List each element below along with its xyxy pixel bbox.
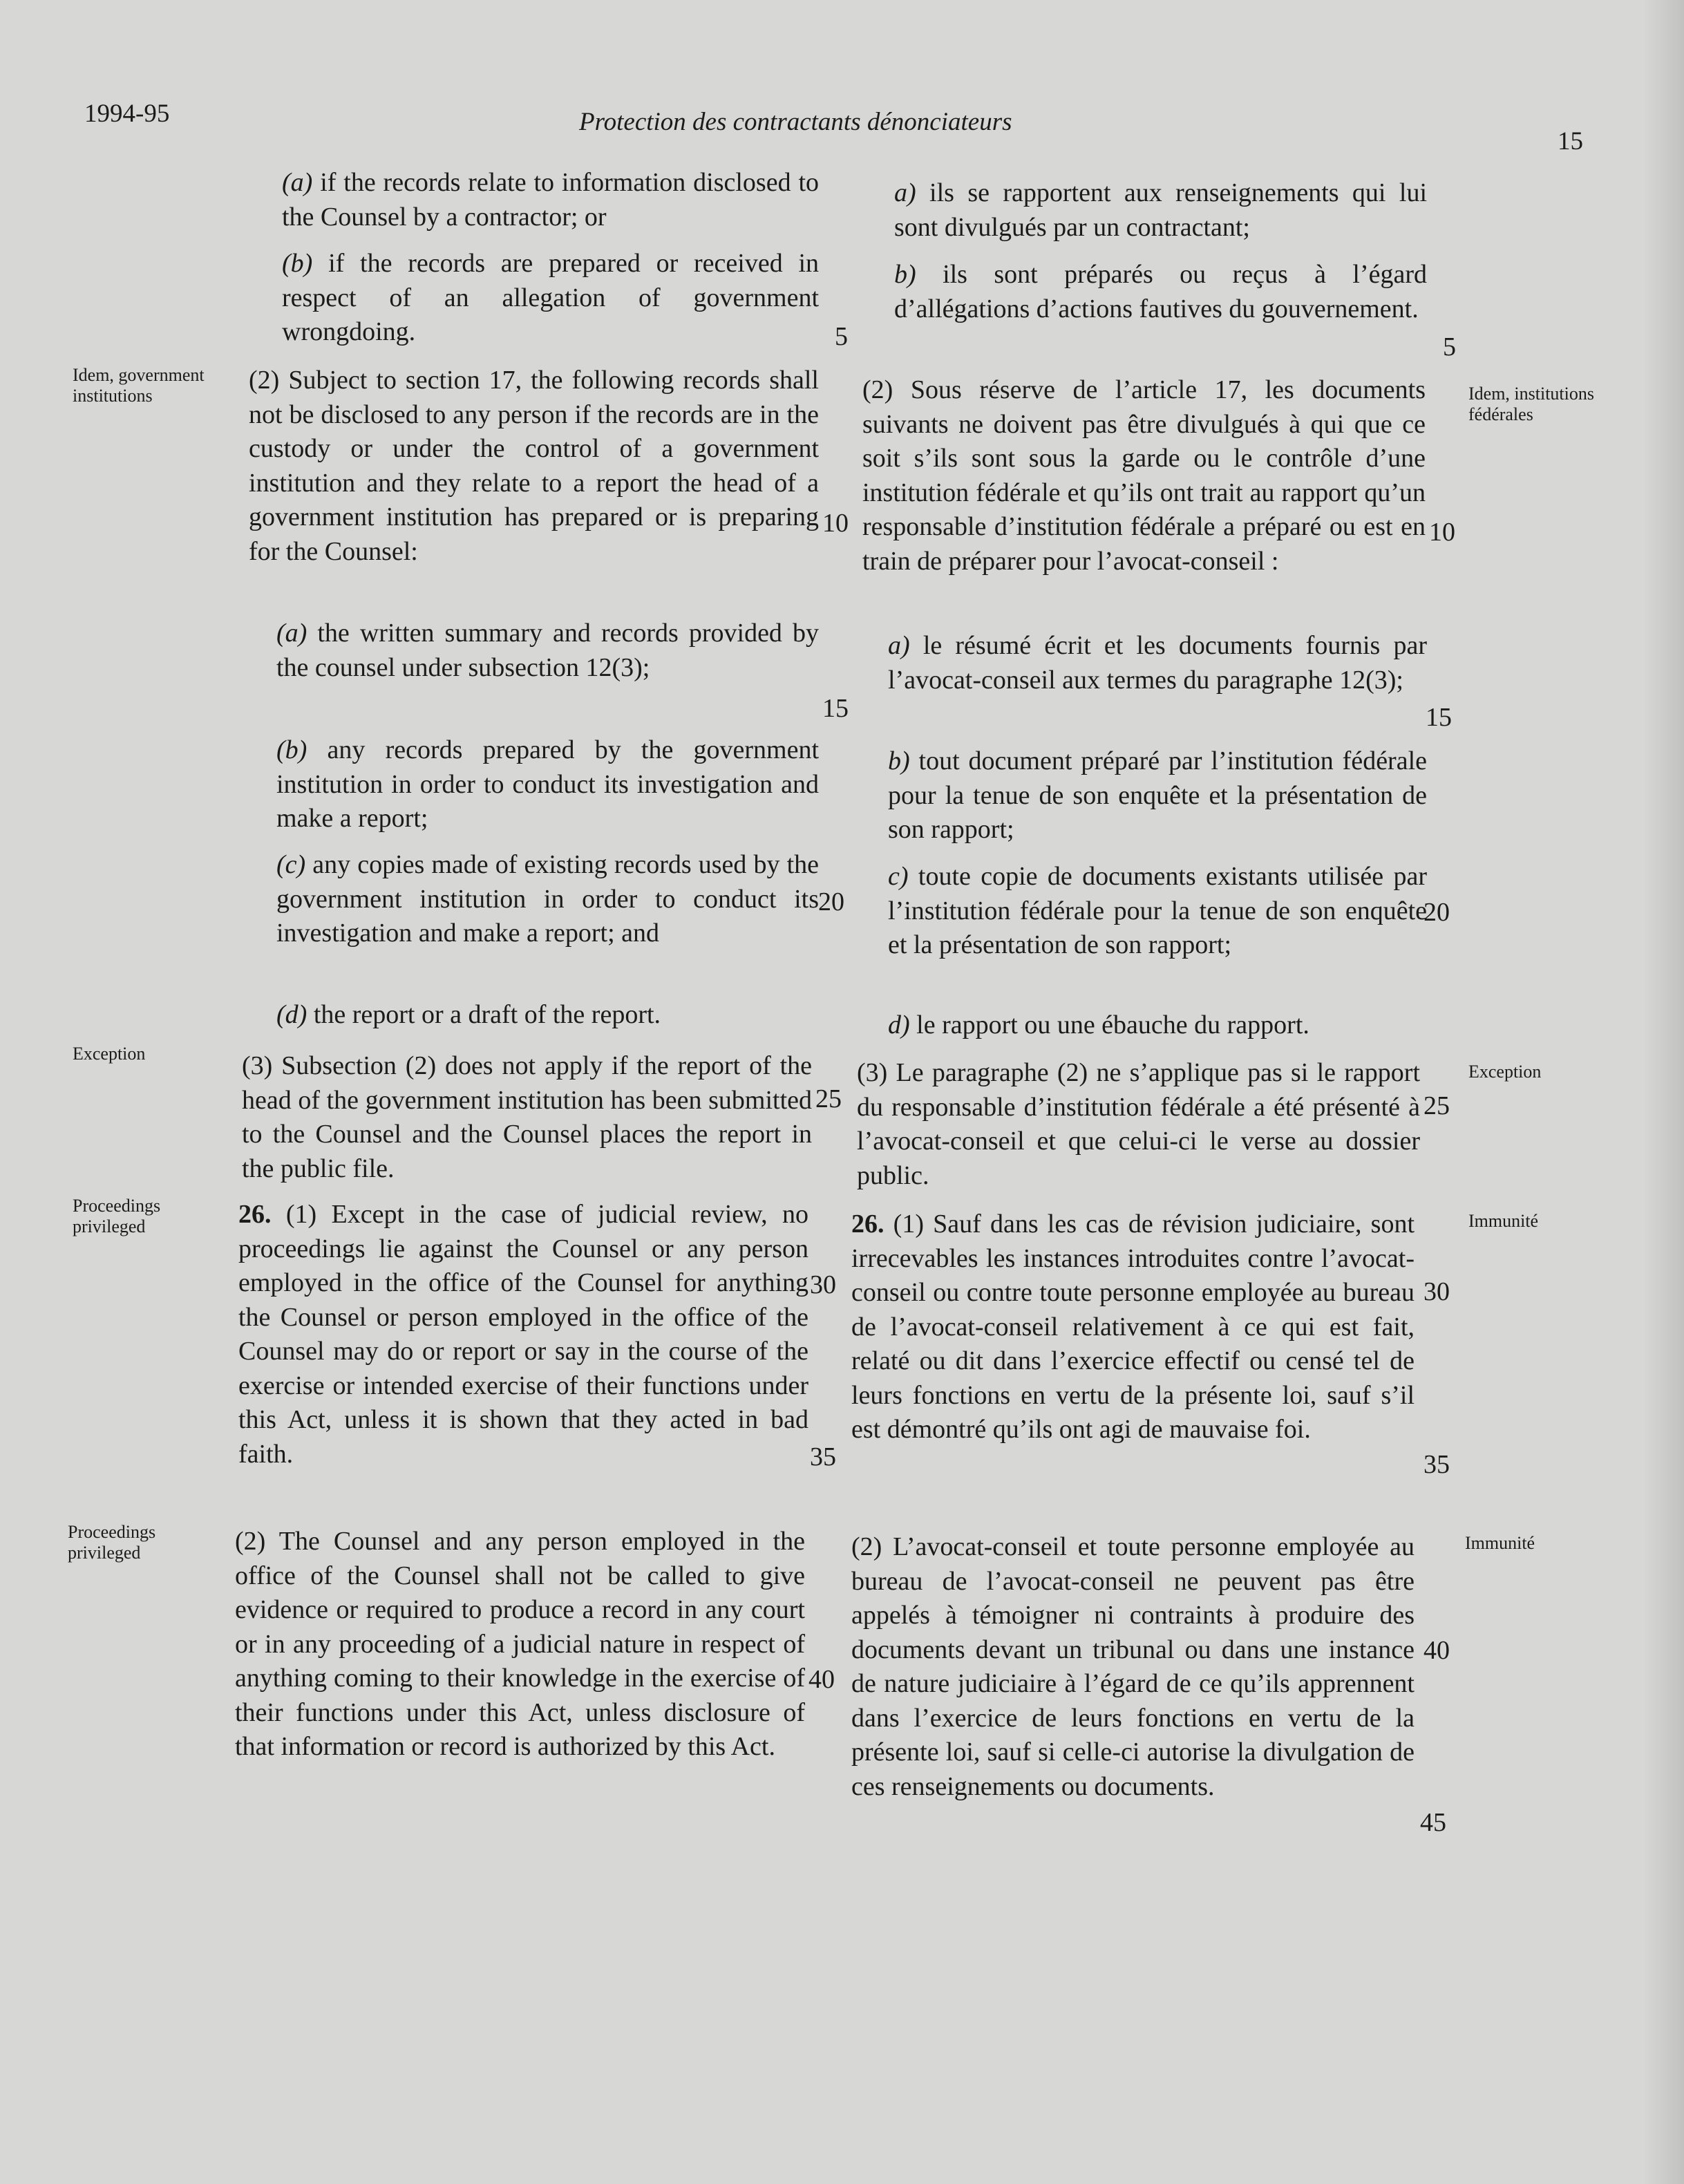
fr-line-number: 35 xyxy=(1423,1450,1450,1479)
french-sub2-b xyxy=(850,744,1427,847)
en-2b-text: any records prepared by the government institution in order to conduct its investigation and make a report; xyxy=(276,735,820,833)
en-2b-label: (b) xyxy=(276,735,308,764)
french-section-26-1 xyxy=(851,1207,1415,1447)
fr-2a-text: le résumé écrit et les documents fournis par l’avocat-conseil aux termes du paragraphe 12(3); xyxy=(888,631,1427,695)
fr-line-number: 45 xyxy=(1420,1808,1446,1837)
en-2a-text: the written summary and records provided by the counsel under subsection 12(3); xyxy=(276,619,819,682)
en-b-label: (b) xyxy=(282,249,313,278)
english-section-26-2 xyxy=(235,1525,805,1764)
running-title: Protection des contractants dénonciateurs xyxy=(579,108,1012,136)
en-2a-label: (a) xyxy=(276,619,308,648)
en-line-number: 10 xyxy=(822,509,849,538)
fr-line-number: 5 xyxy=(1443,332,1456,361)
fr-2c-text: toute copie de documents existants utilisée par l’institution fédérale pour la tenue de son enquête et la présentation de son rapport; xyxy=(888,862,1428,959)
fr-line-number: 15 xyxy=(1426,703,1452,732)
en-2d-text: the report or a draft of the report. xyxy=(313,1000,661,1029)
english-subsection-3 xyxy=(242,1049,812,1186)
en-s26-number: 26. xyxy=(238,1200,272,1229)
english-section-26-1 xyxy=(238,1198,808,1471)
fr-margin-note-immunite-1: Immunité xyxy=(1468,1211,1539,1231)
french-para-b xyxy=(850,258,1427,326)
en-s26-1-text: (1) Except in the case of judicial review, no proceedings lie against the Counsel or any person employed in the office of the Counsel for anything the Counsel or person employed in the office of the Counsel may do or report or say in the course of the exercise or intended exercise of their functions under this Act, unless it is shown that they acted in bad faith. xyxy=(238,1200,809,1469)
fr-b-label: b) xyxy=(894,260,916,289)
en-s26-2-text: (2) The Counsel and any person employed in the office of the Counsel shall not be called to give evidence or required to produce a record in any court or in any proceeding of a judicial nature in respect of anything coming to their knowledge in the exercise of their functions under this Act, unless disclosure of that information or record is authorized by this Act. xyxy=(235,1527,805,1761)
fr-b-text: ils sont préparés ou reçus à l’égard d’allégations d’actions fautives du gouvernement. xyxy=(894,260,1428,323)
fr-margin-note-idem: Idem, institutions fédérales xyxy=(1468,384,1594,424)
en-line-number: 25 xyxy=(815,1084,842,1113)
fr-s26-number: 26. xyxy=(851,1209,884,1239)
fr-2d-text: le rapport ou une ébauche du rapport. xyxy=(916,1010,1309,1039)
french-sub2-c xyxy=(850,860,1427,963)
english-para-a xyxy=(235,166,819,234)
fr-sub3-text: (3) Le paragraphe (2) ne s’applique pas si le rapport du responsable d’institution fédérale a été présenté à l’avocat-conseil et que celui-ci le verse au dossier public. xyxy=(857,1058,1420,1190)
en-margin-note-idem: Idem, government institutions xyxy=(73,365,205,406)
en-line-number: 5 xyxy=(835,322,848,351)
fr-a-text: ils se rapportent aux renseignements qui lui sont divulgués par un contractant; xyxy=(894,178,1427,242)
page-number: 15 xyxy=(1558,127,1583,156)
english-subsection-2 xyxy=(249,364,819,569)
english-sub2-d xyxy=(235,998,819,1033)
fr-2d-label: d) xyxy=(888,1010,910,1039)
english-sub2-c xyxy=(235,848,819,951)
french-sub2-a xyxy=(850,629,1427,697)
fr-line-number: 40 xyxy=(1423,1636,1450,1665)
en-line-number: 15 xyxy=(822,694,849,723)
en-2c-label: (c) xyxy=(276,850,306,879)
fr-2a-label: a) xyxy=(888,631,910,660)
en-sub2-text: (2) Subject to section 17, the following records shall not be disclosed to any person if the records are in the custody or under the control of a government institution and they relate to a report the head of a government institution has prepared or is preparing for the Counsel: xyxy=(249,366,819,566)
en-b-text: if the records are prepared or received in respect of an allegation of government wrongdoing. xyxy=(282,249,820,346)
en-a-label: (a) xyxy=(282,168,313,197)
fr-line-number: 10 xyxy=(1429,518,1455,547)
fr-2b-text: tout document préparé par l’institution fédérale pour la tenue de son enquête et la présentation de son rapport; xyxy=(888,746,1428,844)
french-section-26-2 xyxy=(851,1530,1415,1804)
english-sub2-a xyxy=(235,616,819,685)
en-line-number: 40 xyxy=(808,1665,835,1694)
fr-a-label: a) xyxy=(894,178,916,207)
en-a-text: if the records relate to information disclosed to the Counsel by a contractor; or xyxy=(282,168,820,232)
fr-line-number: 20 xyxy=(1423,898,1450,927)
en-line-number: 20 xyxy=(818,887,844,916)
french-para-a xyxy=(850,176,1427,245)
fr-2b-label: b) xyxy=(888,746,910,775)
en-2c-text: any copies made of existing records used by the government institution in order to conduct its investigation and make a report; and xyxy=(276,850,819,948)
en-margin-note-privileged-1: Proceedings privileged xyxy=(73,1196,161,1236)
french-subsection-3 xyxy=(857,1056,1420,1193)
fr-s26-1-text: (1) Sauf dans les cas de révision judiciaire, sont irrecevables les instances introduites contre l’avocat-conseil ou contre toute personne employée au bureau de l’avocat-conseil relativement à ce qui est fait, relaté ou dit dans l’exercice effectif ou censé tel de leurs fonctions en vertu de la présente loi, sauf s’il est démontré qu’ils ont agi de mauvaise foi. xyxy=(851,1209,1415,1444)
french-subsection-2 xyxy=(862,373,1426,578)
en-margin-note-privileged-2: Proceedings privileged xyxy=(68,1522,156,1563)
en-line-number: 35 xyxy=(810,1442,836,1471)
fr-sub2-text: (2) Sous réserve de l’article 17, les documents suivants ne doivent pas être divulgués à qui que ce soit s’ils sont sous la garde ou le contrôle d’une institution fédérale et qu’ils ont trait au rapport qu’un responsable d’institution fédérale a préparé ou est en train de préparer pour l’avocat-conseil : xyxy=(862,375,1426,576)
en-line-number: 30 xyxy=(810,1270,836,1299)
fr-line-number: 25 xyxy=(1423,1091,1450,1120)
french-sub2-d xyxy=(850,1008,1427,1043)
session-year: 1994-95 xyxy=(84,100,170,128)
en-margin-note-exception: Exception xyxy=(73,1044,146,1064)
fr-2c-label: c) xyxy=(888,862,909,891)
fr-margin-note-exception: Exception xyxy=(1468,1062,1542,1082)
fr-line-number: 30 xyxy=(1423,1277,1450,1306)
en-sub3-text: (3) Subsection (2) does not apply if the report of the head of the government institution has been submitted to the Counsel and the Counsel places the report in the public file. xyxy=(242,1051,812,1183)
english-para-b xyxy=(235,247,819,350)
fr-s26-2-text: (2) L’avocat-conseil et toute personne employée au bureau de l’avocat-conseil ne peuvent pas être appelés à témoigner ni contraints à produire des documents devant un tribunal ou dans une instance de nature judiciaire à l’égard de ce qu’ils apprennent dans l’exercice de leurs fonctions en vertu de la présente loi, sauf si celle-ci autorise la divulgation de ces renseignements ou documents. xyxy=(851,1532,1415,1801)
english-sub2-b xyxy=(235,733,819,836)
en-2d-label: (d) xyxy=(276,1000,308,1029)
fr-margin-note-immunite-2: Immunité xyxy=(1465,1533,1535,1553)
